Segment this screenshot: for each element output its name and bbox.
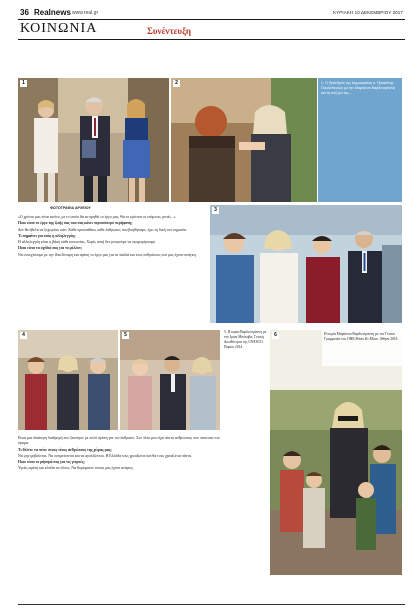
section-divider (18, 39, 405, 40)
question: Ποιο είναι το έργο της ζωής σας που σας κάνει περισσότερο περήφανη; (18, 221, 133, 226)
header-divider (18, 19, 405, 20)
footer-divider (18, 604, 405, 605)
question: Τι θέλετε να πείτε στους νέους ανθρώπους της χώρας μας; (18, 447, 112, 452)
photo-6-number: 6 (272, 332, 279, 339)
photo-5-image (120, 330, 220, 430)
paragraph: Να συνεχίσουμε με την ίδια δύναμη και αγάπη το έργο μας για τα παιδιά και τους ανθρώπους που μας έχουν ανάγκη. (18, 252, 197, 257)
photo-3 (210, 205, 402, 323)
paragraph: Υγεία, αγάπη και ελπίδα σε όλους. Να θυμόμαστε όσους μας έχουν ανάγκη. (18, 466, 134, 471)
photo-3-number: 3 (212, 207, 219, 214)
photo-6 (270, 330, 402, 575)
photo-1-image (18, 78, 169, 202)
photo-5-number: 5 (122, 332, 129, 339)
brand-url: www.real.gr (72, 10, 99, 16)
section-tag: Συνέντευξη (147, 26, 192, 36)
photo-5 (120, 330, 220, 430)
photo-2-number: 2 (173, 80, 180, 87)
photo-4-number: 4 (20, 332, 27, 339)
photo-1-number: 1 (20, 80, 27, 87)
brand-logo: Realnews (34, 8, 71, 17)
photo-1-caption: ΦΩΤΟΓΡΑΦΙΑ ΑΡΧΕΙΟΥ (50, 206, 91, 210)
question: Ποιο είναι το μήνυμά σας για τις γιορτές; (18, 460, 85, 465)
page-number: 36 (20, 8, 29, 17)
photo-2-image (171, 78, 317, 202)
issue-date: ΚΥΡΙΑΚΗ 10 ΔΕΚΕΜΒΡΙΟΥ 2017 (333, 10, 403, 15)
photo-1 (18, 78, 169, 202)
side-caption-column: 5. Η κυρία Βαρδινογιάννη με την Ιρίνα Μπόκοβα, Γενική Διευθύντρια της UNESCO. Παρίσι 2014 (224, 330, 267, 349)
paragraph: Δεν θα ήθελα να ξεχωρίσω κάτι. Κάθε προσπάθεια, κάθε άνθρωπος που βοηθήσαμε, έχει τη δική του σημασία. (18, 227, 187, 232)
photo-2 (171, 78, 317, 202)
photo-4-image (18, 330, 118, 430)
question: Ποια είναι τα σχέδιά σας για το μέλλον; (18, 246, 83, 251)
question: Τι σημαίνει για εσάς η αλληλεγγύη; (18, 233, 76, 238)
photo-6-image (270, 330, 402, 575)
paragraph: Η αλληλεγγύη είναι η βάση κάθε κοινωνίας. Χωρίς αυτή δεν μπορούμε να προχωρήσουμε. (18, 240, 157, 245)
paragraph: «Ο χρόνος μας είναι εκείνο, με το οποίο θα εκτιμηθεί το έργο μας. Θα το κρίνουν οι επόμενες γενιές...» (18, 215, 176, 219)
caption-box: 1. Ο Πρόεδρος της Δημοκρατίας κ. Προκόπης Παυλόπουλος με την Μαριάννα Βαρδινογιάννη και τη σύζυγό της... (318, 78, 402, 202)
article-text-column (18, 215, 208, 318)
article-text-bottom (18, 436, 220, 576)
photo-4 (18, 330, 118, 430)
section-title: ΚΟΙΝΩΝΙΑ (20, 21, 98, 36)
photo-6-caption: Η κυρία Μαριάννα Βαρδινογιάννη με τον Γενικό Γραμματέα του ΟΗΕ Μπαν Κι-Μουν. Αθήνα 2016 (322, 330, 402, 366)
photo-3-image (210, 205, 402, 323)
paragraph: Είναι μια ιδιαίτερη διαδρομή που ξεκίνησε με πολύ αγάπη για τον άνθρωπο. Στο πλάι μου είχα πάντα ανθρώπους που πίστευαν στο όραμα. (18, 436, 220, 446)
paragraph: Να μην φοβούνται. Να ονειρεύονται και να αγωνίζονται. Η Ελλάδα τους χρειάζεται και θα τους χρειάζεται πάντα. (18, 453, 192, 458)
